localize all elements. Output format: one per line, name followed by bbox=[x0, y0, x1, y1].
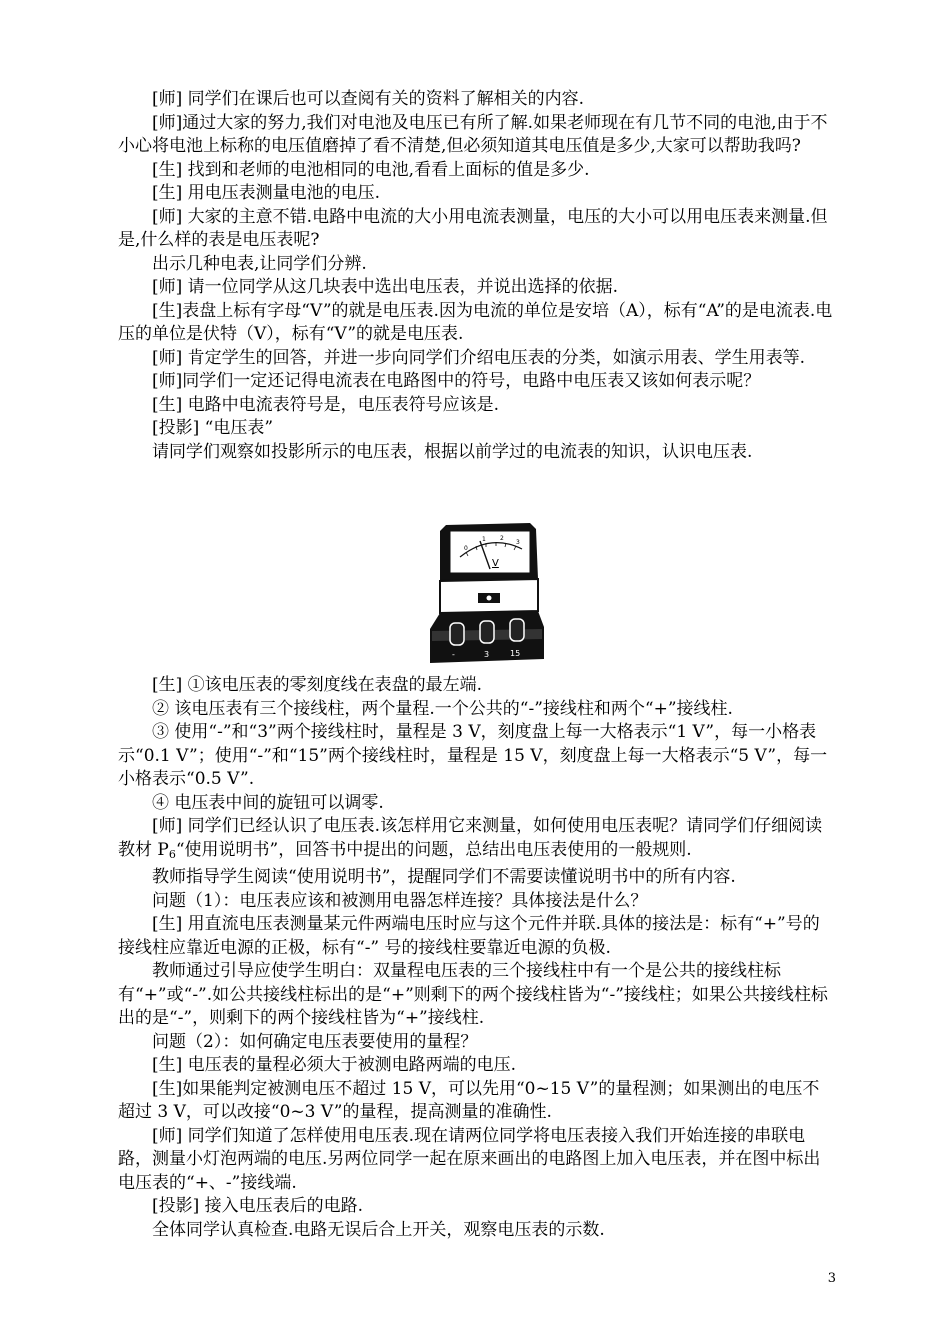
paragraph: [师] 请一位同学从这几块表中选出电压表，并说出选择的依据. bbox=[152, 277, 619, 297]
page-subscript: 6 bbox=[168, 847, 176, 861]
paragraph: [生] 找到和老师的电池相同的电池,看看上面标的值是多少. bbox=[152, 159, 590, 180]
paragraph: [师] 大家的主意不错.电路中电流的大小用电流表测量，电压的大小可以用电压表来测量.但是,什么样的表是电压表呢? bbox=[118, 206, 828, 250]
paragraph: ④ 电压表中间的旋钮可以调零. bbox=[152, 792, 384, 813]
paragraph: [生] 电压表的量程必须大于被测电路两端的电压. bbox=[152, 1055, 517, 1075]
paragraph: 问题（1）：电压表应该和被测用电器怎样连接？具体接法是什么？ bbox=[152, 890, 648, 911]
paragraph-part: “使用说明书”，回答书中提出的问题，总结出电压表使用的一般规则. bbox=[175, 839, 692, 860]
terminal-label: - bbox=[452, 650, 455, 659]
paragraph: [生] 用直流电压表测量某元件两端电压时应与这个元件并联.具体的接法是：标有“+”号的接线柱应靠近电源的正极，标有“-” 号的接线柱要靠近电源的负极. bbox=[118, 914, 820, 958]
dial-letter: V bbox=[492, 558, 499, 569]
paragraph: ③ 使用“-”和“3”两个接线柱时，量程是 3 V，刻度盘上每一大格表示“1 V”，每一小格表示“0.1 V”；使用“-”和“15”两个接线柱时，量程是 15 V，刻度盘上每一大格表示“5 V”，每一小格表示“0.5 V”. bbox=[118, 722, 828, 789]
paragraph: [生] ①该电压表的零刻度线在表盘的最左端. bbox=[152, 675, 483, 695]
scale-number: 2 bbox=[500, 535, 504, 542]
paragraph: 出示几种电表,让同学们分辨. bbox=[152, 253, 367, 274]
paragraph: [投影] “电压表” bbox=[152, 418, 274, 438]
paragraph: [师] 肯定学生的回答，并进一步向同学们介绍电压表的分类，如演示用表、学生用表等. bbox=[152, 347, 806, 368]
terminal-label: 3 bbox=[484, 650, 490, 659]
scale-number: 0 bbox=[464, 545, 468, 552]
paragraph: [师]通过大家的努力,我们对电池及电压已有所了解.如果老师现在有几节不同的电池,由于不小心将电池上标称的电压值磨掉了看不清楚,但必须知道其电压值是多少,大家可以帮助我吗? bbox=[118, 112, 828, 156]
voltmeter-illustration bbox=[426, 519, 550, 668]
text-block-top bbox=[118, 88, 836, 464]
paragraph: [生] 电路中电流表符号是，电压表符号应该是. bbox=[152, 394, 500, 415]
paragraph-textbook bbox=[118, 815, 836, 866]
text-block-bottom bbox=[118, 674, 836, 1242]
paragraph: [师] 同学们知道了怎样使用电压表.现在请两位同学将电压表接入我们开始连接的串联电路，测量小灯泡两端的电压.另两位同学一起在原来画出的电路图上加入电压表，并在图中标出电压表的“+、-”接线端. bbox=[118, 1125, 821, 1193]
voltmeter-figure bbox=[426, 519, 550, 668]
scale-number: 1 bbox=[482, 536, 486, 543]
paragraph: 请同学们观察如投影所示的电压表，根据以前学过的电流表的知识，认识电压表. bbox=[152, 441, 753, 462]
paragraph: 教师指导学生阅读“使用说明书”，提醒同学们不需要读懂说明书中的所有内容. bbox=[152, 867, 736, 887]
paragraph: [师]同学们一定还记得电流表在电路图中的符号，电路中电压表又该如何表示呢？ bbox=[152, 371, 761, 391]
paragraph: 全体同学认真检查.电路无误后合上开关，观察电压表的示数. bbox=[152, 1219, 605, 1240]
paragraph-part: [师] 同学们已经认识了电压表.该怎样用它来测量，如何使用电压表呢？请同学们仔细阅读教材 P bbox=[118, 816, 823, 860]
scale-number: 3 bbox=[516, 539, 520, 546]
paragraph: ② 该电压表有三个接线柱，两个量程.一个公共的“-”接线柱和两个“+”接线柱. bbox=[152, 698, 733, 719]
paragraph: [生]表盘上标有字母“V”的就是电压表.因为电流的单位是安培（A），标有“A”的是电流表.电压的单位是伏特（V），标有“V”的就是电压表. bbox=[118, 300, 833, 344]
page-number: 3 bbox=[827, 1271, 836, 1286]
terminal-label: 15 bbox=[510, 649, 521, 658]
paragraph: [生] 用电压表测量电池的电压. bbox=[152, 183, 381, 203]
paragraph: [师] 同学们在课后也可以查阅有关的资料了解相关的内容. bbox=[152, 89, 585, 109]
paragraph: [投影] 接入电压表后的电路. bbox=[152, 1196, 364, 1216]
paragraph: 问题（2）：如何确定电压表要使用的量程？ bbox=[152, 1031, 478, 1052]
paragraph: [生]如果能判定被测电压不超过 15 V，可以先用“0~15 V”的量程测；如果测出的电压不超过 3 V，可以改接“0~3 V”的量程，提高测量的准确性. bbox=[118, 1078, 820, 1122]
paragraph: 教师通过引导应使学生明白：双量程电压表的三个接线柱中有一个是公共的接线柱标有“+”或“-”.如公共接线柱标出的是“+”则剩下的两个接线柱皆为“-”接线柱；如果公共接线柱标出的是“-”，则剩下的两个接线柱皆为“+”接线柱. bbox=[118, 961, 828, 1028]
